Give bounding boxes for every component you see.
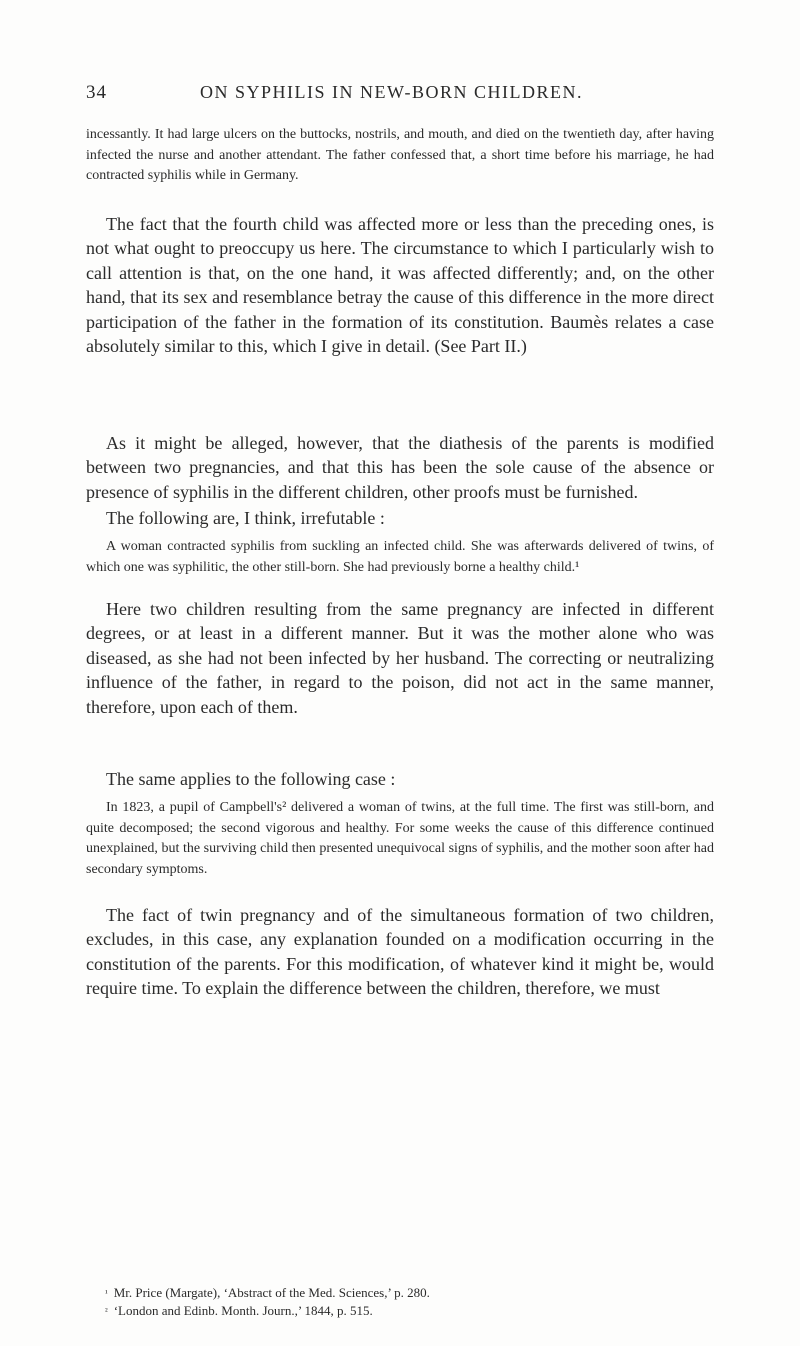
paragraph-lead-in-2: [86, 767, 714, 791]
footnote-1: [105, 1284, 705, 1302]
footnotes: [105, 1284, 705, 1320]
paragraph-text: The fact of twin pregnancy and of the simultaneous formation of two children, excludes, in this case, any explanation founded on a modification occurring in the constitution of the parents. For this modification, of whatever kind it might be, would require time. To explain the difference between the children, therefore, we must: [86, 905, 714, 999]
paragraph-discussion-3: [86, 597, 714, 719]
footnote-text: ‘London and Edinb. Month. Journ.,’ 1844, p. 515.: [113, 1303, 373, 1318]
paragraph-text: In 1823, a pupil of Campbell's² delivered a woman of twins, at the full time. The first was still-born, and quite decomposed; the second vigorous and healthy. For some weeks the cause of this difference continued unexplained, but the surviving child then presented unequivocal signs of syphilis, and the mother soon after had secondary symptoms.: [86, 800, 714, 877]
paragraph-case-twins-2: [86, 798, 714, 880]
paragraph-text: The same applies to the following case :: [106, 769, 396, 789]
running-head: ON SYPHILIS IN NEW-BORN CHILDREN.: [200, 82, 583, 102]
paragraph-text: The following are, I think, irrefutable :: [106, 508, 385, 528]
paragraph-text: A woman contracted syphilis from suckling an infected child. She was afterwards delivered of twins, of which one was syphilitic, the other still-born. She had previously borne a healthy child.¹: [86, 539, 714, 575]
footnote-text: Mr. Price (Margate), ‘Abstract of the Med. Sciences,’ p. 280.: [113, 1285, 430, 1300]
paragraph-discussion-1: [86, 212, 714, 358]
paragraph-case-twins-1: [86, 537, 714, 578]
paragraph-text: As it might be alleged, however, that the diathesis of the parents is modified between two pregnancies, and that this has been the sole cause of the absence or presence of syphilis in the different children, other proofs must be furnished.: [86, 433, 714, 502]
paragraph-discussion-2: [86, 431, 714, 504]
paragraph-text: Here two children resulting from the same pregnancy are infected in different degrees, or at least in a different manner. But it was the mother alone who was diseased, as she had not been infected by her husband. The correcting or neutralizing influence of the father, in regard to the poison, did not act in the same manner, therefore, upon each of them.: [86, 599, 714, 717]
page-number: 34: [86, 82, 107, 103]
paragraph-text: incessantly. It had large ulcers on the buttocks, nostrils, and mouth, and died on the twentieth day, after having infected the nurse and another attendant. The father confessed that, a short time before his marriage, he had contracted syphilis while in Germany.: [86, 127, 714, 183]
paragraph-discussion-4: [86, 903, 714, 1001]
paragraph-case-continuation: [86, 125, 714, 187]
footnote-marker: ¹: [105, 1288, 108, 1298]
page-header: [86, 82, 726, 110]
footnote-2: [105, 1302, 705, 1320]
paragraph-lead-in-1: [86, 506, 714, 530]
footnote-marker: ²: [105, 1306, 108, 1316]
paragraph-text: The fact that the fourth child was affected more or less than the preceding ones, is not what ought to preoccupy us here. The circumstance to which I particularly wish to call attention is that, on the one hand, it was affected differently; and, on the other hand, that its sex and resemblance betray the cause of this difference in the more direct participation of the father in the formation of its constitution. Baumès relates a case absolutely similar to this, which I give in detail. (See Part II.): [86, 214, 714, 357]
